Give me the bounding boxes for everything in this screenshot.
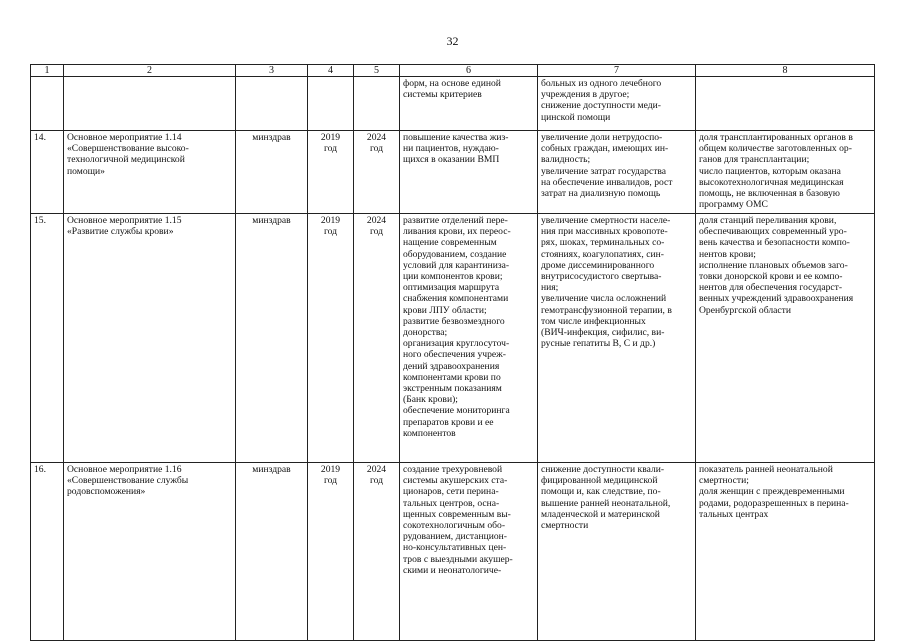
cell-line: ния; [541, 282, 559, 294]
cell-line: стояниях, коагулопатиях, син- [541, 248, 664, 260]
cell-line: помощи» [67, 165, 105, 177]
cell-line: венных учреждений здравоохранения [699, 293, 854, 305]
cell-line: «Совершенствование службы [67, 475, 189, 487]
page-number: 32 [446, 34, 459, 48]
cell-line: (ВИЧ-инфекция, сифилис, ви- [541, 327, 665, 339]
cell-line: исполнение плановых объемов заго- [699, 259, 848, 271]
cell-consequences [400, 214, 538, 463]
cell-line: смертности; [699, 475, 749, 487]
cell-line: программу ОМС [699, 199, 768, 211]
cell-line: помощи и, как следствие, по- [541, 486, 661, 498]
cell-line: обеспечивающих современный уро- [699, 226, 847, 238]
cell-line: ливания крови, их переос- [403, 226, 511, 238]
table-row [31, 463, 875, 641]
cell-line: нентов для обеспечения государст- [699, 282, 843, 294]
cell-line: высокотехнологичная медицинская [699, 176, 844, 188]
cell-line: внутрисосудистого свертыва- [541, 271, 662, 283]
cell-line: рях, шоках, терминальных со- [541, 237, 665, 249]
cell-line: 2019 [320, 464, 341, 475]
activities-table [30, 64, 875, 641]
cell-line: год [369, 475, 384, 487]
cell-line: организация круглосуточ- [403, 338, 510, 350]
cell-line: ганов для трансплантации; [699, 154, 810, 166]
cell-line: щихся в оказании ВМП [403, 154, 500, 166]
cell-line: больных из одного лечебного [541, 78, 662, 89]
cell-line: вень качества и безопасности компо- [699, 237, 850, 249]
cell-line: оборудованием, создание [403, 248, 507, 260]
header-col-2: 2 [64, 65, 236, 77]
cell-line: технологичной медицинской [67, 154, 185, 166]
cell-line: фицированной медицинской [541, 475, 658, 487]
cell-line: 2019 [320, 132, 341, 143]
cell-line: 2024 [366, 132, 387, 143]
cell-executor: минздрав [236, 463, 308, 641]
cell-line: ции компонентов крови; [403, 271, 503, 283]
cell-line: год [323, 143, 338, 155]
cell-line: условий для карантиниза- [403, 259, 510, 271]
cell-line: младенческой и материнской [541, 508, 660, 520]
cell-number: 14. [31, 131, 64, 214]
cont-cell-indicators [696, 77, 875, 131]
cell-line: год [323, 475, 338, 487]
cell-line: год [323, 226, 338, 238]
cell-line: донорства; [403, 327, 448, 339]
cont-cell-4 [308, 77, 354, 131]
cell-line: форм, на основе единой [403, 78, 501, 89]
cell-indicators [696, 214, 875, 463]
cell-line: системы акушерских ста- [403, 475, 508, 487]
header-col-6: 6 [400, 65, 538, 77]
cell-line: системы критериев [403, 89, 482, 101]
header-col-8: 8 [696, 65, 875, 77]
cell-line: родами, родоразрешенных в перина- [699, 497, 849, 509]
cell-indicators [696, 131, 875, 214]
cell-indicators [696, 463, 875, 641]
cell-line: тальных центрах [699, 508, 769, 520]
cell-line: повышение качества жиз- [403, 132, 509, 143]
cell-line: сокотехнологичным обо- [403, 520, 506, 532]
cell-line: гемотрансфузионной терапии, в [541, 304, 672, 316]
cell-line: снижение доступности меди- [541, 100, 661, 112]
cell-line: Основное мероприятие 1.14 [67, 132, 182, 143]
cell-line: оптимизация маршрута [403, 282, 500, 294]
cell-line: смертности [541, 520, 589, 532]
cell-line: число пациентов, которым оказана [699, 165, 841, 177]
cell-start-year [308, 463, 354, 641]
cell-line: крови ЛПУ области; [403, 304, 487, 316]
cell-line: ного обеспечения учреж- [403, 349, 506, 361]
cell-number: 16. [31, 463, 64, 641]
cell-line: рудованием, дистанцион- [403, 531, 507, 543]
cell-line: увеличение числа осложнений [541, 293, 667, 305]
header-col-1: 1 [31, 65, 64, 77]
cell-line: экстренным показаниям [403, 383, 502, 395]
cell-consequences [400, 463, 538, 641]
cell-line: на обеспечение инвалидов, рост [541, 176, 673, 188]
cell-line: увеличение затрат государства [541, 165, 667, 177]
cell-line: общем количестве заготовленных ор- [699, 143, 852, 155]
cell-line: год [369, 226, 384, 238]
header-row [31, 65, 875, 77]
cell-line: компонентами крови по [403, 371, 501, 383]
cell-line: тальных центров, осна- [403, 497, 500, 509]
continuation-row [31, 77, 875, 131]
cell-executor: минздрав [236, 214, 308, 463]
cell-end-year [354, 214, 400, 463]
cell-line: препаратов крови и ее [403, 416, 494, 428]
cont-cell-consequences [400, 77, 538, 131]
cell-risks [538, 131, 696, 214]
cell-activity-name [64, 214, 236, 463]
cell-line: помощь, не включенная в базовую [699, 188, 840, 200]
cell-activity-name [64, 463, 236, 641]
cell-line: затрат на диализную помощь [541, 188, 661, 200]
cell-line: товки донорской крови и ее компо- [699, 271, 843, 283]
cell-line: снабжения компонентами [403, 293, 509, 305]
cell-line: Основное мероприятие 1.16 [67, 464, 182, 475]
cell-line: но-консультативных цен- [403, 542, 507, 554]
cell-executor: минздрав [236, 131, 308, 214]
cell-activity-name [64, 131, 236, 214]
header-col-4: 4 [308, 65, 354, 77]
cell-line: «Совершенствование высоко- [67, 143, 189, 155]
header-col-3: 3 [236, 65, 308, 77]
cell-number: 15. [31, 214, 64, 463]
cont-cell-5 [354, 77, 400, 131]
cell-line: том числе инфекционных [541, 315, 646, 327]
cell-line: развитие безвозмездного [403, 315, 505, 327]
cell-line: (Банк крови); [403, 394, 458, 406]
cont-cell-2 [64, 77, 236, 131]
cell-line: показатель ранней неонатальной [699, 464, 833, 475]
cell-end-year [354, 463, 400, 641]
cell-line: русные гепатиты B, C и др.) [541, 338, 656, 350]
cell-line: скими и неонатологиче- [403, 564, 502, 576]
cell-line: снижение доступности квали- [541, 464, 665, 475]
cell-line: развитие отделений пере- [403, 215, 508, 226]
cell-line: Оренбургской области [699, 304, 791, 316]
cell-line: доля женщин с преждевременными [699, 486, 845, 498]
cell-line: тров с выездными акушер- [403, 553, 513, 565]
table-row [31, 131, 875, 214]
cell-line: 2024 [366, 215, 387, 226]
cell-consequences [400, 131, 538, 214]
table-row [31, 214, 875, 463]
cont-cell-1 [31, 77, 64, 131]
cell-line: увеличение доли нетрудоспо- [541, 132, 663, 143]
cell-line: «Развитие службы крови» [67, 226, 174, 238]
cell-line: Основное мероприятие 1.15 [67, 215, 182, 226]
cell-line: 2019 [320, 215, 341, 226]
cell-line: увеличение смертности населе- [541, 215, 671, 226]
cell-line: щенных современным вы- [403, 508, 511, 520]
cell-line: нащение современным [403, 237, 497, 249]
cell-line: учреждения в другое; [541, 89, 630, 101]
cont-cell-3 [236, 77, 308, 131]
cell-line: вышение ранней неонатальной, [541, 497, 671, 509]
cell-line: валидность; [541, 154, 591, 166]
header-col-5: 5 [354, 65, 400, 77]
cell-line: родовспоможения» [67, 486, 146, 498]
cell-line: доля станций переливания крови, [699, 215, 837, 226]
cell-line: ния при массивных кровопоте- [541, 226, 668, 238]
cell-line: собных граждан, имеющих ин- [541, 143, 669, 155]
cell-line: дроме диссеминированного [541, 259, 655, 271]
cell-risks [538, 214, 696, 463]
cell-line: создание трехуровневой [403, 464, 503, 475]
cell-line: дений здравоохранения [403, 360, 500, 372]
cell-line: обеспечение мониторинга [403, 405, 510, 417]
cell-line: 2024 [366, 464, 387, 475]
cell-end-year [354, 131, 400, 214]
cell-line: доля трансплантированных органов в [699, 132, 853, 143]
cont-cell-risks [538, 77, 696, 131]
cell-line: компонентов [403, 427, 456, 439]
cell-line: год [369, 143, 384, 155]
cell-start-year [308, 214, 354, 463]
cell-line: нентов крови; [699, 248, 756, 260]
cell-line: ни пациентов, нуждаю- [403, 143, 499, 155]
header-col-7: 7 [538, 65, 696, 77]
cell-risks [538, 463, 696, 641]
cell-start-year [308, 131, 354, 214]
cell-line: ционаров, сети перина- [403, 486, 499, 498]
cell-line: цинской помощи [541, 111, 611, 123]
